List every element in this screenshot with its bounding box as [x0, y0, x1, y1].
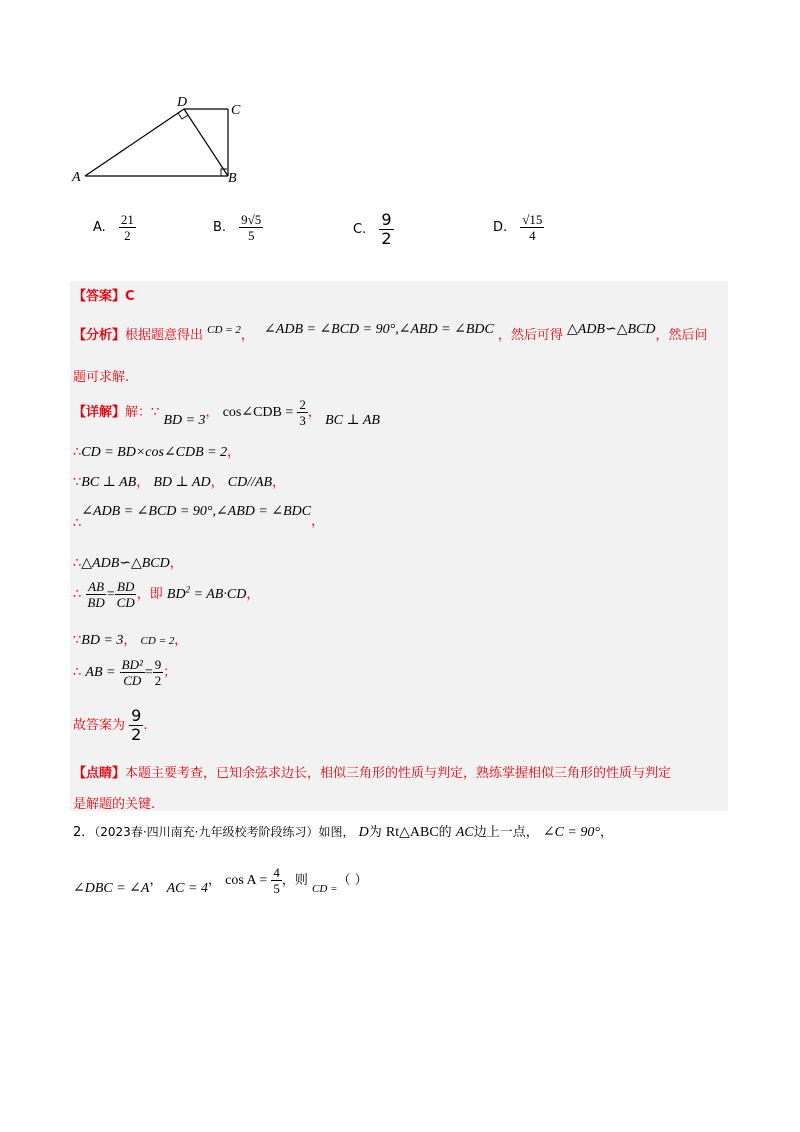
detail-line-4: ∴∠ADB = ∠BCD = 90°,∠ABD = ∠BDC，	[73, 504, 325, 531]
option-c-value: $\frac{9}{2}$	[381, 210, 392, 248]
comment-line-2: 是解题的关键.	[73, 797, 156, 812]
detail-line-3: ∵BC ⊥ AB， BD ⊥ AD， CD//AB，	[73, 475, 286, 490]
label-B: B	[228, 171, 237, 186]
option-c[interactable]	[353, 212, 394, 247]
option-a-value: $\frac{21}{2}$	[120, 212, 134, 243]
comment-line-1: 【点睛】本题主要考查，已知余弦求边长，相似三角形的性质与判定，熟练掌握相似三角形的性质与判定	[73, 766, 672, 781]
label-C: C	[231, 103, 241, 118]
option-b-value: $\frac{9√5}{5}$	[241, 212, 262, 243]
option-b-letter: B.	[213, 220, 227, 235]
right-angle-D	[178, 113, 188, 119]
detail-line-2: ∴CD = BD×cos∠CDB = 2，	[73, 445, 241, 460]
detail-line-9: 故答案为 $\frac{9}{2}$ .	[73, 706, 148, 744]
solution-panel	[70, 281, 728, 811]
option-d-value: $\frac{√15}{4}$	[522, 212, 543, 243]
triangle-figure	[68, 92, 248, 187]
analysis-line-1: 【分析】根据题意得出 $^{CD = 2}$， ∠ADB = ∠BCD = 90°,∠ABD = ∠BDC ，然后可得 △ADB∽△BCD，然后问	[73, 322, 708, 343]
segment-AD	[85, 109, 184, 176]
analysis-line-2: 题可求解.	[73, 370, 130, 385]
segment-DB	[184, 109, 228, 176]
option-d-letter: D.	[493, 220, 508, 235]
label-A: A	[72, 170, 81, 185]
question-2-line-2: ∠DBC = ∠A， AC = 4， cos A = $\frac{4}{5}$ ，则 $_{CD =}$（ ）	[73, 865, 368, 896]
option-a-letter: A.	[93, 220, 106, 235]
answer-value: C	[125, 289, 135, 304]
detail-line-8: ∴ AB = $\frac{\text{BD²}}{CD}$ = $\frac{9}{2}$ ；	[73, 657, 177, 688]
option-a[interactable]	[93, 213, 136, 242]
label-D: D	[177, 95, 188, 110]
question-2-line-1: 2．（2023春·四川南充·九年级校考阶段练习）如图， D为 Rt△ABC的 AC边上一点， ∠C = 90°，	[73, 825, 613, 840]
detail-line-6: ∴ $\frac{AB}{BD}$ = $\frac{BD}{CD}$ ，即 $BD^2 = AB\cdot CD$，	[73, 579, 260, 610]
option-d[interactable]	[493, 213, 544, 242]
option-c-letter: C.	[353, 222, 367, 237]
detail-line-5: ∴△ADB∽△BCD，	[73, 556, 183, 571]
option-b[interactable]	[213, 213, 263, 242]
detail-line-7: ∵BD = 3， CD = 2，	[73, 633, 188, 648]
answer-line: 【答案】C	[73, 289, 135, 304]
detail-line-1: 【详解】解：∵ BD = 3， cos∠CDB = $\frac{2}{3}$ ， BC ⊥ AB	[73, 397, 380, 428]
